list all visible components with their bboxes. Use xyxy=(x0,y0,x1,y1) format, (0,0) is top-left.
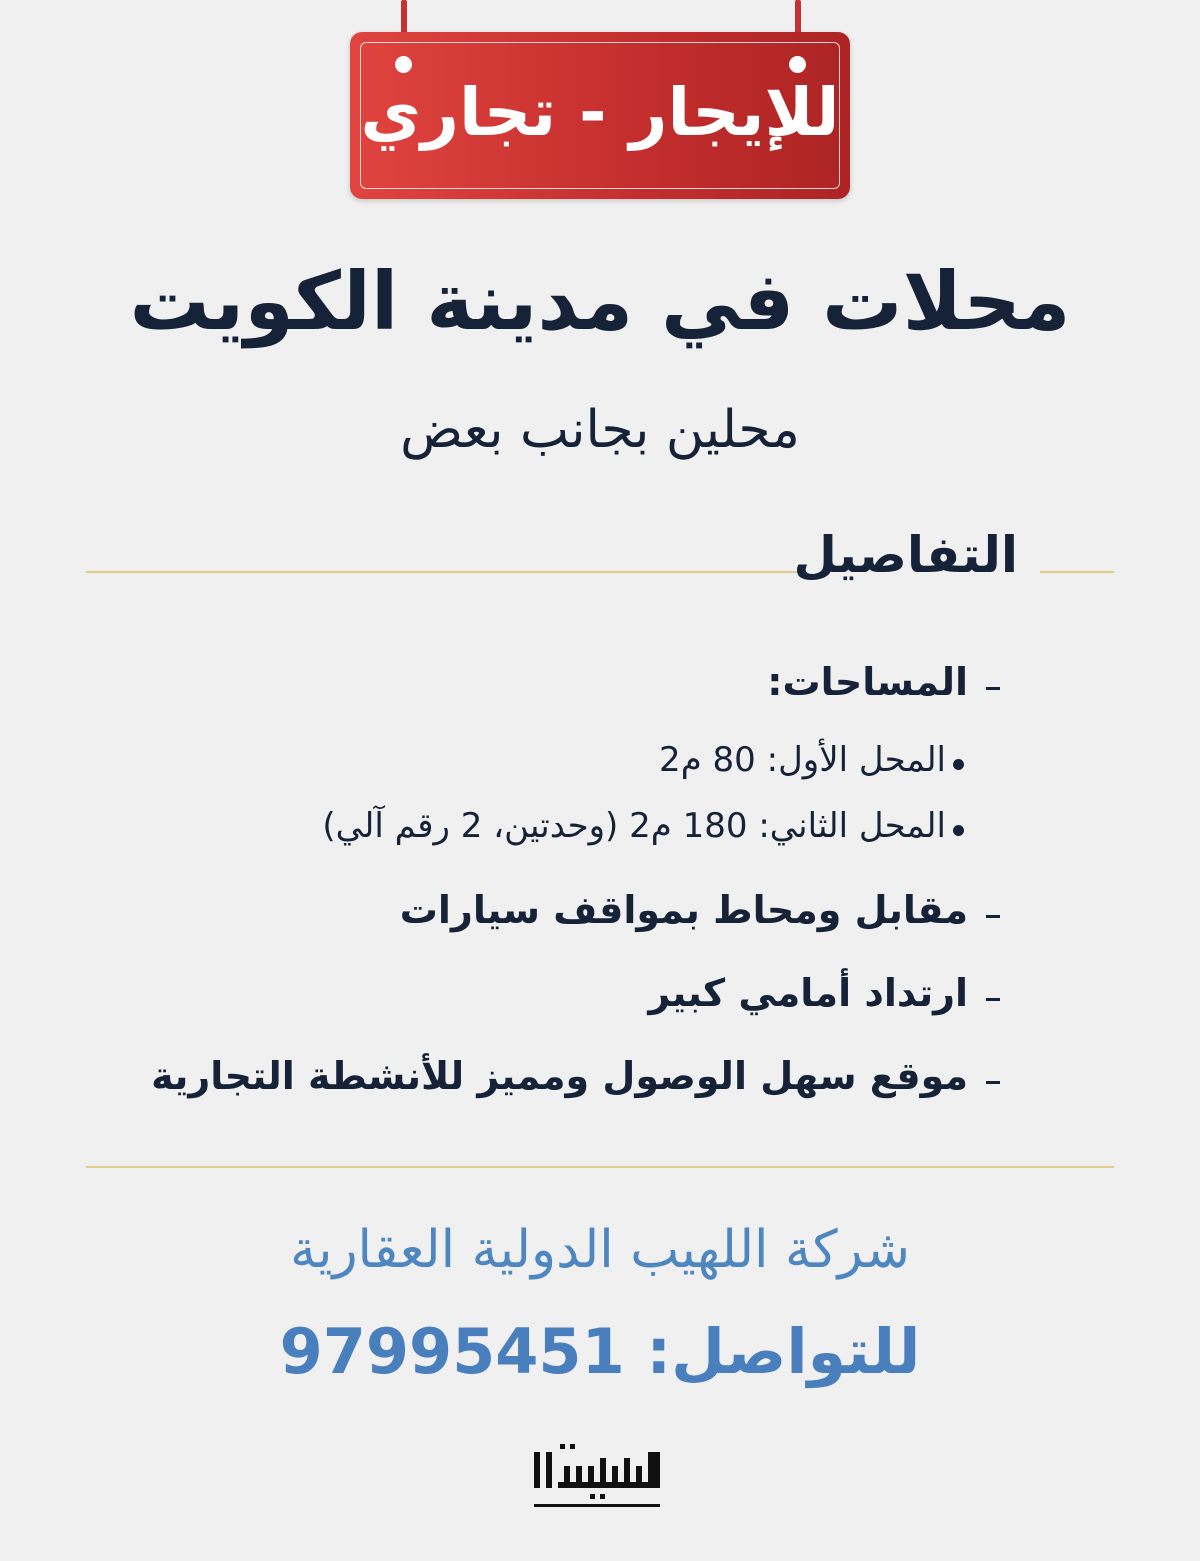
sign-string-right xyxy=(795,0,801,34)
page-title: محلات في مدينة الكويت xyxy=(129,255,1071,348)
page-subtitle: محلين بجانب بعض xyxy=(400,400,800,460)
for-rent-sign xyxy=(350,32,850,199)
feature-item-1: مقابل ومحاط بمواقف سيارات xyxy=(399,888,968,932)
divider-left xyxy=(86,571,804,573)
details-heading: التفاصيل xyxy=(793,526,1018,584)
dash-marker xyxy=(986,915,1000,918)
company-name: شركة اللهيب الدولية العقارية xyxy=(290,1220,910,1280)
contact-line xyxy=(0,1315,1200,1388)
bullet-marker xyxy=(953,759,964,770)
dash-marker xyxy=(986,687,1000,690)
divider-right xyxy=(1040,571,1114,573)
divider-bottom xyxy=(86,1166,1114,1168)
sign-string-left xyxy=(401,0,407,34)
dash-marker xyxy=(986,998,1000,1001)
areas-label: المساحات: xyxy=(767,660,968,704)
dash-marker xyxy=(986,1081,1000,1084)
area-item-1: المحل الأول: 80 م2 xyxy=(659,740,946,780)
phone-number: 97995451 xyxy=(279,1315,625,1388)
contact-label: للتواصل: xyxy=(646,1315,921,1388)
sign-hole-right xyxy=(789,56,806,73)
feature-item-2: ارتداد أمامي كبير xyxy=(648,971,968,1015)
sign-hole-left xyxy=(395,56,412,73)
alhasba-logo xyxy=(530,1442,670,1510)
sign-label: للإيجار - تجاري xyxy=(360,74,840,151)
area-item-2: المحل الثاني: 180 م2 (وحدتين، 2 رقم آلي) xyxy=(322,806,946,846)
feature-item-3: موقع سهل الوصول ومميز للأنشطة التجارية xyxy=(151,1054,968,1098)
bullet-marker xyxy=(953,825,964,836)
